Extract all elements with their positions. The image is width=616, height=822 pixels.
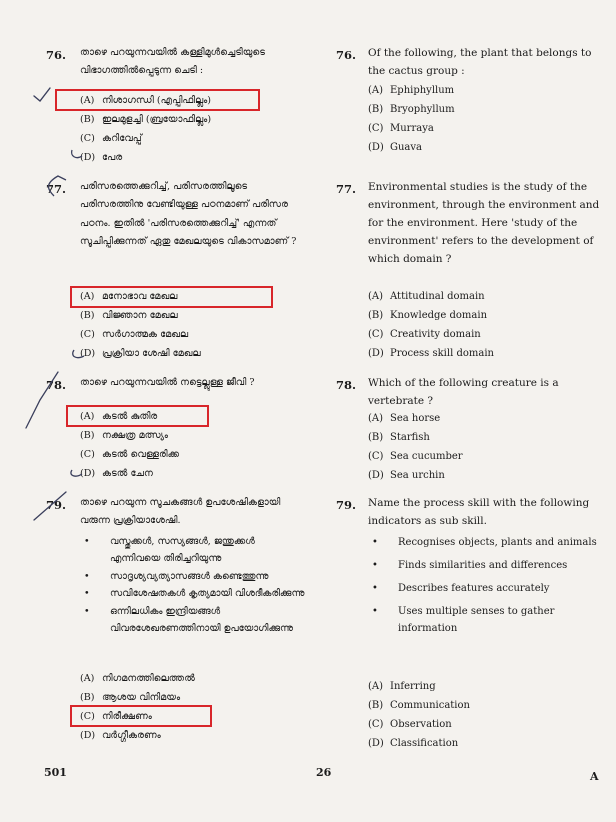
option-c: (C) Creativity domain xyxy=(368,329,481,340)
question-text: പരിസരത്തെക്കുറിച്ച്, പരിസരത്തിലൂടെ പരിസരത്തിനു വേണ്ടിയുള്ള പഠനമാണ് പരിസര പഠനം. ഇതിൽ 'പരിസരത്തെക്കുറിച്ച്' എന്നത് സൂചിപ്പിക്കുന്നത് ഏതു മേഖലയുടെ വികാസമാണ് ? xyxy=(80,181,297,248)
list-item: • Describes features accurately xyxy=(372,583,550,594)
list-item: • ഒന്നിലധികം ഇന്ദ്രിയങ്ങൾ വിവരശേഖരണത്തിനായി ഉപയോഗിക്കുന്നു xyxy=(84,606,293,634)
question-number: 77. xyxy=(46,182,67,196)
question-text: താഴെ പറയുന്ന സൂചകങ്ങൾ ഉപശേഷികളായി വരുന്ന പ്രക്രിയാശേഷി. xyxy=(80,497,281,527)
option-c: (C) Murraya xyxy=(368,123,434,134)
list-item: • Uses multiple senses to gather information xyxy=(372,606,555,634)
tick-mark-icon xyxy=(34,88,50,101)
question-number: 76. xyxy=(46,48,67,62)
question-set-letter: A xyxy=(590,770,599,783)
answer-highlight-box xyxy=(66,405,209,427)
option-b: (B) ഇലമുളച്ചി (ബ്രയോഫില്ലം) xyxy=(80,114,212,125)
question-number: 76. xyxy=(336,48,357,62)
option-c: (C) സർഗാത്മക മേഖല xyxy=(80,329,189,340)
option-b: (B) വിജ്ഞാന മേഖല xyxy=(80,310,178,321)
option-b: (B) നക്ഷത്ര മത്സ്യം xyxy=(80,430,168,441)
option-c: (C) കറിവേപ്പ് xyxy=(80,133,142,144)
list-item: • സവിശേഷതകൾ കൃത്യമായി വിശദീകരിക്കുന്നു xyxy=(84,588,305,600)
option-d: (D) പേര xyxy=(80,152,123,163)
option-d: (D) Process skill domain xyxy=(368,348,494,359)
answer-highlight-box xyxy=(70,705,212,727)
option-a: (A) കടൽ കുതിര xyxy=(80,411,158,422)
question-number: 78. xyxy=(46,378,67,392)
option-a: (A) നിഗമനത്തിലെത്തൽ xyxy=(80,673,195,684)
question-text: Which of the following creature is a vertebrate ? xyxy=(368,377,559,407)
question-text: താഴെ പറയുന്നവയിൽ നട്ടെല്ലുള്ള ജീവി ? xyxy=(80,377,255,388)
paper-code: 501 xyxy=(44,766,67,779)
list-item: • Recognises objects, plants and animals xyxy=(372,537,597,548)
question-text: Of the following, the plant that belongs to the cactus group : xyxy=(368,47,592,77)
option-d: (D) Classification xyxy=(368,738,459,749)
question-text: താഴെ പറയുന്നവയിൽ കള്ളിമുൾച്ചെടിയുടെ വിഭാഗത്തിൽപ്പെടുന്ന ചെടി : xyxy=(80,47,266,77)
list-item: • വസ്തുക്കൾ, സസ്യങ്ങൾ, ജന്തുക്കൾ എന്നിവയെ തിരിച്ചറിയുന്നു xyxy=(84,536,255,564)
option-d: (D) പ്രക്രിയാ ശേഷി മേഖല xyxy=(80,348,201,359)
option-b: (B) Knowledge domain xyxy=(368,310,488,321)
question-text: Name the process skill with the following indicators as sub skill. xyxy=(368,497,590,527)
page-number: 26 xyxy=(316,766,332,779)
option-c: (C) നിരീക്ഷണം xyxy=(80,711,152,722)
option-a: (A) മനോഭാവ മേഖല xyxy=(80,291,178,302)
list-item: • സാദൃശ്യവ്യത്യാസങ്ങൾ കണ്ടെത്തുന്നു xyxy=(84,570,269,582)
option-b: (B) Communication xyxy=(368,700,470,711)
option-d: (D) Guava xyxy=(368,142,423,153)
option-a: (A) Ephiphyllum xyxy=(368,85,455,96)
option-d: (D) Sea urchin xyxy=(368,470,445,481)
indicator-list xyxy=(82,534,308,639)
option-b: (B) ആശയ വിനിമയം xyxy=(80,692,181,703)
option-b: (B) Bryophyllum xyxy=(368,104,455,115)
option-a: (A) Attitudinal domain xyxy=(368,291,485,302)
option-c: (C) കടൽ വെള്ളരിക്ക xyxy=(80,449,180,460)
option-b: (B) Starfish xyxy=(368,432,430,443)
question-number: 79. xyxy=(46,498,67,512)
option-c: (C) Sea cucumber xyxy=(368,451,463,462)
question-text: Environmental studies is the study of the environment, through the environment and for the environment. Here 'study of the environment' refers to the development of which domain ? xyxy=(368,181,600,265)
question-number: 78. xyxy=(336,378,357,392)
list-item: • Finds similarities and differences xyxy=(372,560,568,571)
indicator-list xyxy=(370,534,608,643)
question-number: 77. xyxy=(336,182,357,196)
answer-highlight-box xyxy=(70,286,273,308)
question-number: 79. xyxy=(336,498,357,512)
answer-highlight-box xyxy=(55,89,260,111)
option-d: (D) കടൽ ചേന xyxy=(80,468,153,479)
option-a: (A) നിശാഗന്ധി (എപ്പിഫില്ലം) xyxy=(80,95,212,106)
option-a: (A) Sea horse xyxy=(368,413,441,424)
option-c: (C) Observation xyxy=(368,719,452,730)
option-a: (A) Inferring xyxy=(368,681,436,692)
option-d: (D) വർഗ്ഗീകരണം xyxy=(80,730,161,741)
